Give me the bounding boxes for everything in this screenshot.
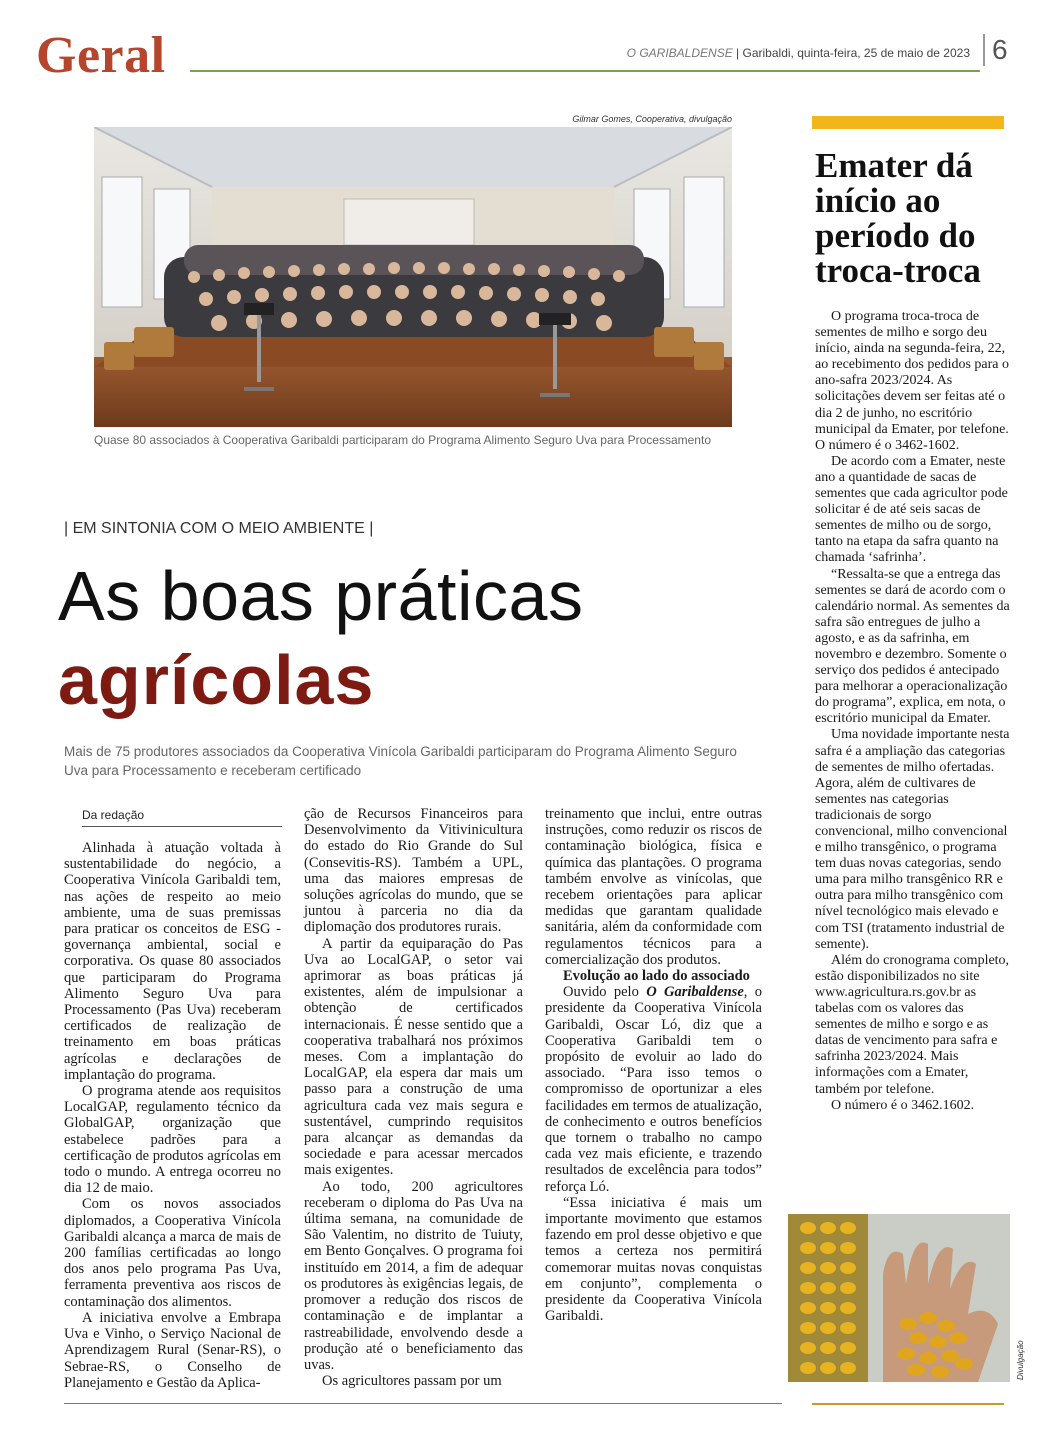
event-photo [94, 127, 732, 427]
byline-rule [82, 826, 282, 827]
dateline: Garibaldi, quinta-feira, 25 de maio de 2023 [742, 46, 970, 60]
headline-line-2: agrícolas [58, 641, 375, 719]
page-number-divider [983, 34, 985, 66]
header-dateline [600, 46, 970, 60]
article-bottom-rule [64, 1403, 782, 1404]
event-hall-illustration [94, 127, 732, 427]
article-subhead: Mais de 75 produtores associados da Cooperativa Vinícola Garibaldi participaram do Programa Alimento Seguro Uva para Processamento e receberam certificado [64, 744, 737, 778]
sidebar-paragraph: Além do cronograma completo, estão disponibilizados no site www.agricultura.rs.gov.br as tabelas com os valores das sementes de milho e sorgo e as datas de vencimento para safra e safrinha 2023/2024. Mais informações com a Emater, também por telefone. [815, 952, 1010, 1097]
newspaper-name: O GARIBALDENSE [626, 46, 733, 60]
paragraph: Alinhada à atuação voltada à sustentabilidade do negócio, a Cooperativa Vinícola Garibaldi tem, nas ações de respeito ao meio ambiente, uma de suas premissas para praticar os conceitos de ESG - governança ambiental, social e corporativa. Os quase 80 associados que participaram do Programa Alimento Seguro Uva para Processamento (Pas Uva) receberam certificados de realização de treinamento em boas práticas agrícolas e declarações de implantação do programa. [64, 840, 281, 1083]
sidebar-paragraph: Uma novidade importante nesta safra é a ampliação das categorias de sementes de milho ofertadas. Agora, além de cultivares de sementes nas categorias tradicionais de sorgo convencional, milho convencional e milho transgênico, o programa tem duas novas categorias, sendo uma para milho transgênico RR e outra para milho transgênico com nível tecnológico mais elevado e com TSI (tratamento industrial de semente). [815, 727, 1010, 952]
header-rule [190, 70, 980, 72]
corn-seeds-photo [788, 1214, 1010, 1382]
sidebar-paragraph: O programa troca-troca de sementes de milho e sorgo deu início, ainda na segunda-feira, 22, ao recebimento dos pedidos para o ano-safra 2023/2024. As solicitações devem ser feitas até o dia 2 de junho, no escritório municipal da Emater, por telefone. O número é o 3462-1602. [815, 309, 1009, 453]
sidebar-paragraph: O número é o 3462.1602. [831, 1097, 975, 1113]
paragraph-continued: ção de Recursos Financeiros para Desenvolvimento da Vitivinicultura do estado do Rio Grande do Sul (Consevitis-RS). Também a UPL, uma das maiores empresas de soluções agrícolas do mundo, que se juntou à parceria no dia da diplomação dos produtores rurais. [304, 806, 523, 936]
photo-credit: Gilmar Gomes, Cooperativa, divulgação [572, 114, 732, 124]
paragraph: A iniciativa envolve a Embrapa Uva e Vinho, o Serviço Nacional de Aprendizagem Rural (Senar-RS), o Sebrae-RS, o Conselho de Planejamento e Gestão da Aplica- [64, 1309, 281, 1391]
sidebar-accent-bar [812, 116, 1004, 129]
paragraph-lead: Ouvido pelo [563, 984, 647, 1001]
section-title: Geral [36, 27, 166, 84]
paragraph: “Essa iniciativa é mais um importante movimento que estamos fazendo em prol desse objetivo e que temos a certeza nos permitirá comemorar muitas novas conquistas em conjunto”, complementa o presidente da Cooperativa Vinícola Garibaldi. [545, 1194, 762, 1325]
paragraph: Ao todo, 200 agricultores receberam o diploma do Pas Uva na última semana, na comunidade de São Valentim, no distrito de Tuiuty, em Bento Gonçalves. O programa foi instituído em 2014, a fim de adequar os produtores às exigências legais, de promover a redução dos riscos de contaminação e de implantar a rastreabilidade, envolvendo desde a produção até o beneficiamento das uvas. [304, 1178, 523, 1373]
section-subtitle: Evolução ao lado do associado [563, 968, 750, 985]
sidebar-bottom-rule [812, 1403, 1004, 1405]
paragraph-continued: treinamento que inclui, entre outras instruções, como reduzir os riscos de contaminação biológica, física e química das plantações. O programa também envolve as vinícolas, que recebem orientações para aplicar medidas que garantam qualidade sanitária, além da conformidade com regulamentos técnicos para a comercialização dos produtos. [545, 806, 762, 968]
paragraph: Com os novos associados diplomados, a Cooperativa Vinícola Garibaldi alcança a marca de mais de 200 famílias certificadas ao longo dos anos pelo programa Pas Uva, ferramenta preventiva aos riscos de contaminação dos alimentos. [64, 1196, 281, 1310]
article-column-2 [304, 806, 523, 1389]
paragraph: A partir da equiparação do Pas Uva ao LocalGAP, o setor vai aprimorar as boas práticas já existentes, além de impulsionar a obtenção de certificados internacionais. É nesse sentido que a cooperativa trabalhará nos próximos meses. Com a implantação do LocalGAP, ela espera dar mais um passo para a construção de uma agricultura cada vez mais segura e sustentável, cumprindo requisitos para alcançar as demandas da sociedade e para acessar mercados mais exigentes. [304, 935, 523, 1179]
paragraph-rest: , o presidente da Cooperativa Vinícola Garibaldi, Oscar Ló, diz que a Cooperativa Garibaldi tem o propósito de evoluir ao lado do associado. “Para isso temos o compromisso de oportunizar a eles facilidades em termos de atualização, de conhecimento e outros benefícios que tornem o trabalho no campo cada vez mais eficiente, e trazendo resultados de excelência para todos” reforça Ló. [545, 984, 762, 1195]
paragraph: O programa atende aos requisitos LocalGAP, regulamento técnico da GlobalGAP, organização que estabelece padrões para a certificação de produtos agrícolas em todo o mundo. A entrega ocorreu no dia 12 de maio. [64, 1083, 281, 1197]
article-column-1 [64, 840, 281, 1391]
sidebar-title: Emater dá início ao período do troca-troca [815, 146, 981, 290]
header-separator: | [736, 46, 740, 60]
corn-seeds-illustration [788, 1214, 1010, 1382]
crowd-of-associates [164, 245, 664, 337]
sidebar-paragraph: De acordo com a Emater, neste ano a quantidade de sacas de sementes que cada agricultor pode solicitar é de até seis sacas de sementes de milho ou de sorgo, tanto na etapa da safra quanto na chamada ‘safrinha’. [815, 453, 1008, 566]
paragraph: Os agricultores passam por um [322, 1373, 502, 1390]
article-column-3 [545, 806, 762, 1325]
sidebar-body [815, 309, 1010, 1114]
sidebar-paragraph: “Ressalta-se que a entrega das sementes se dará de acordo com o calendário normal. As sementes da safra são entregues de julho a agosto, e as da safrinha, em novembro e dezembro. Somente o serviço dos pedidos é antecipado para melhorar a operacionalização do programa”, explica, em nota, o escritório municipal da Emater. [815, 566, 1010, 727]
newspaper-name-inline: O Garibaldense [646, 984, 744, 1001]
paragraph [545, 984, 762, 1195]
photo-caption: Quase 80 associados à Cooperativa Garibaldi participaram do Programa Alimento Seguro Uva para Processamento [94, 433, 711, 447]
headline-line-1: As boas práticas [58, 557, 584, 635]
byline: Da redação [82, 808, 145, 822]
page-number: 6 [992, 34, 1008, 65]
article-kicker: | EM SINTONIA COM O MEIO AMBIENTE | [64, 520, 374, 537]
corn-photo-credit: Divulgação [1016, 1340, 1025, 1380]
